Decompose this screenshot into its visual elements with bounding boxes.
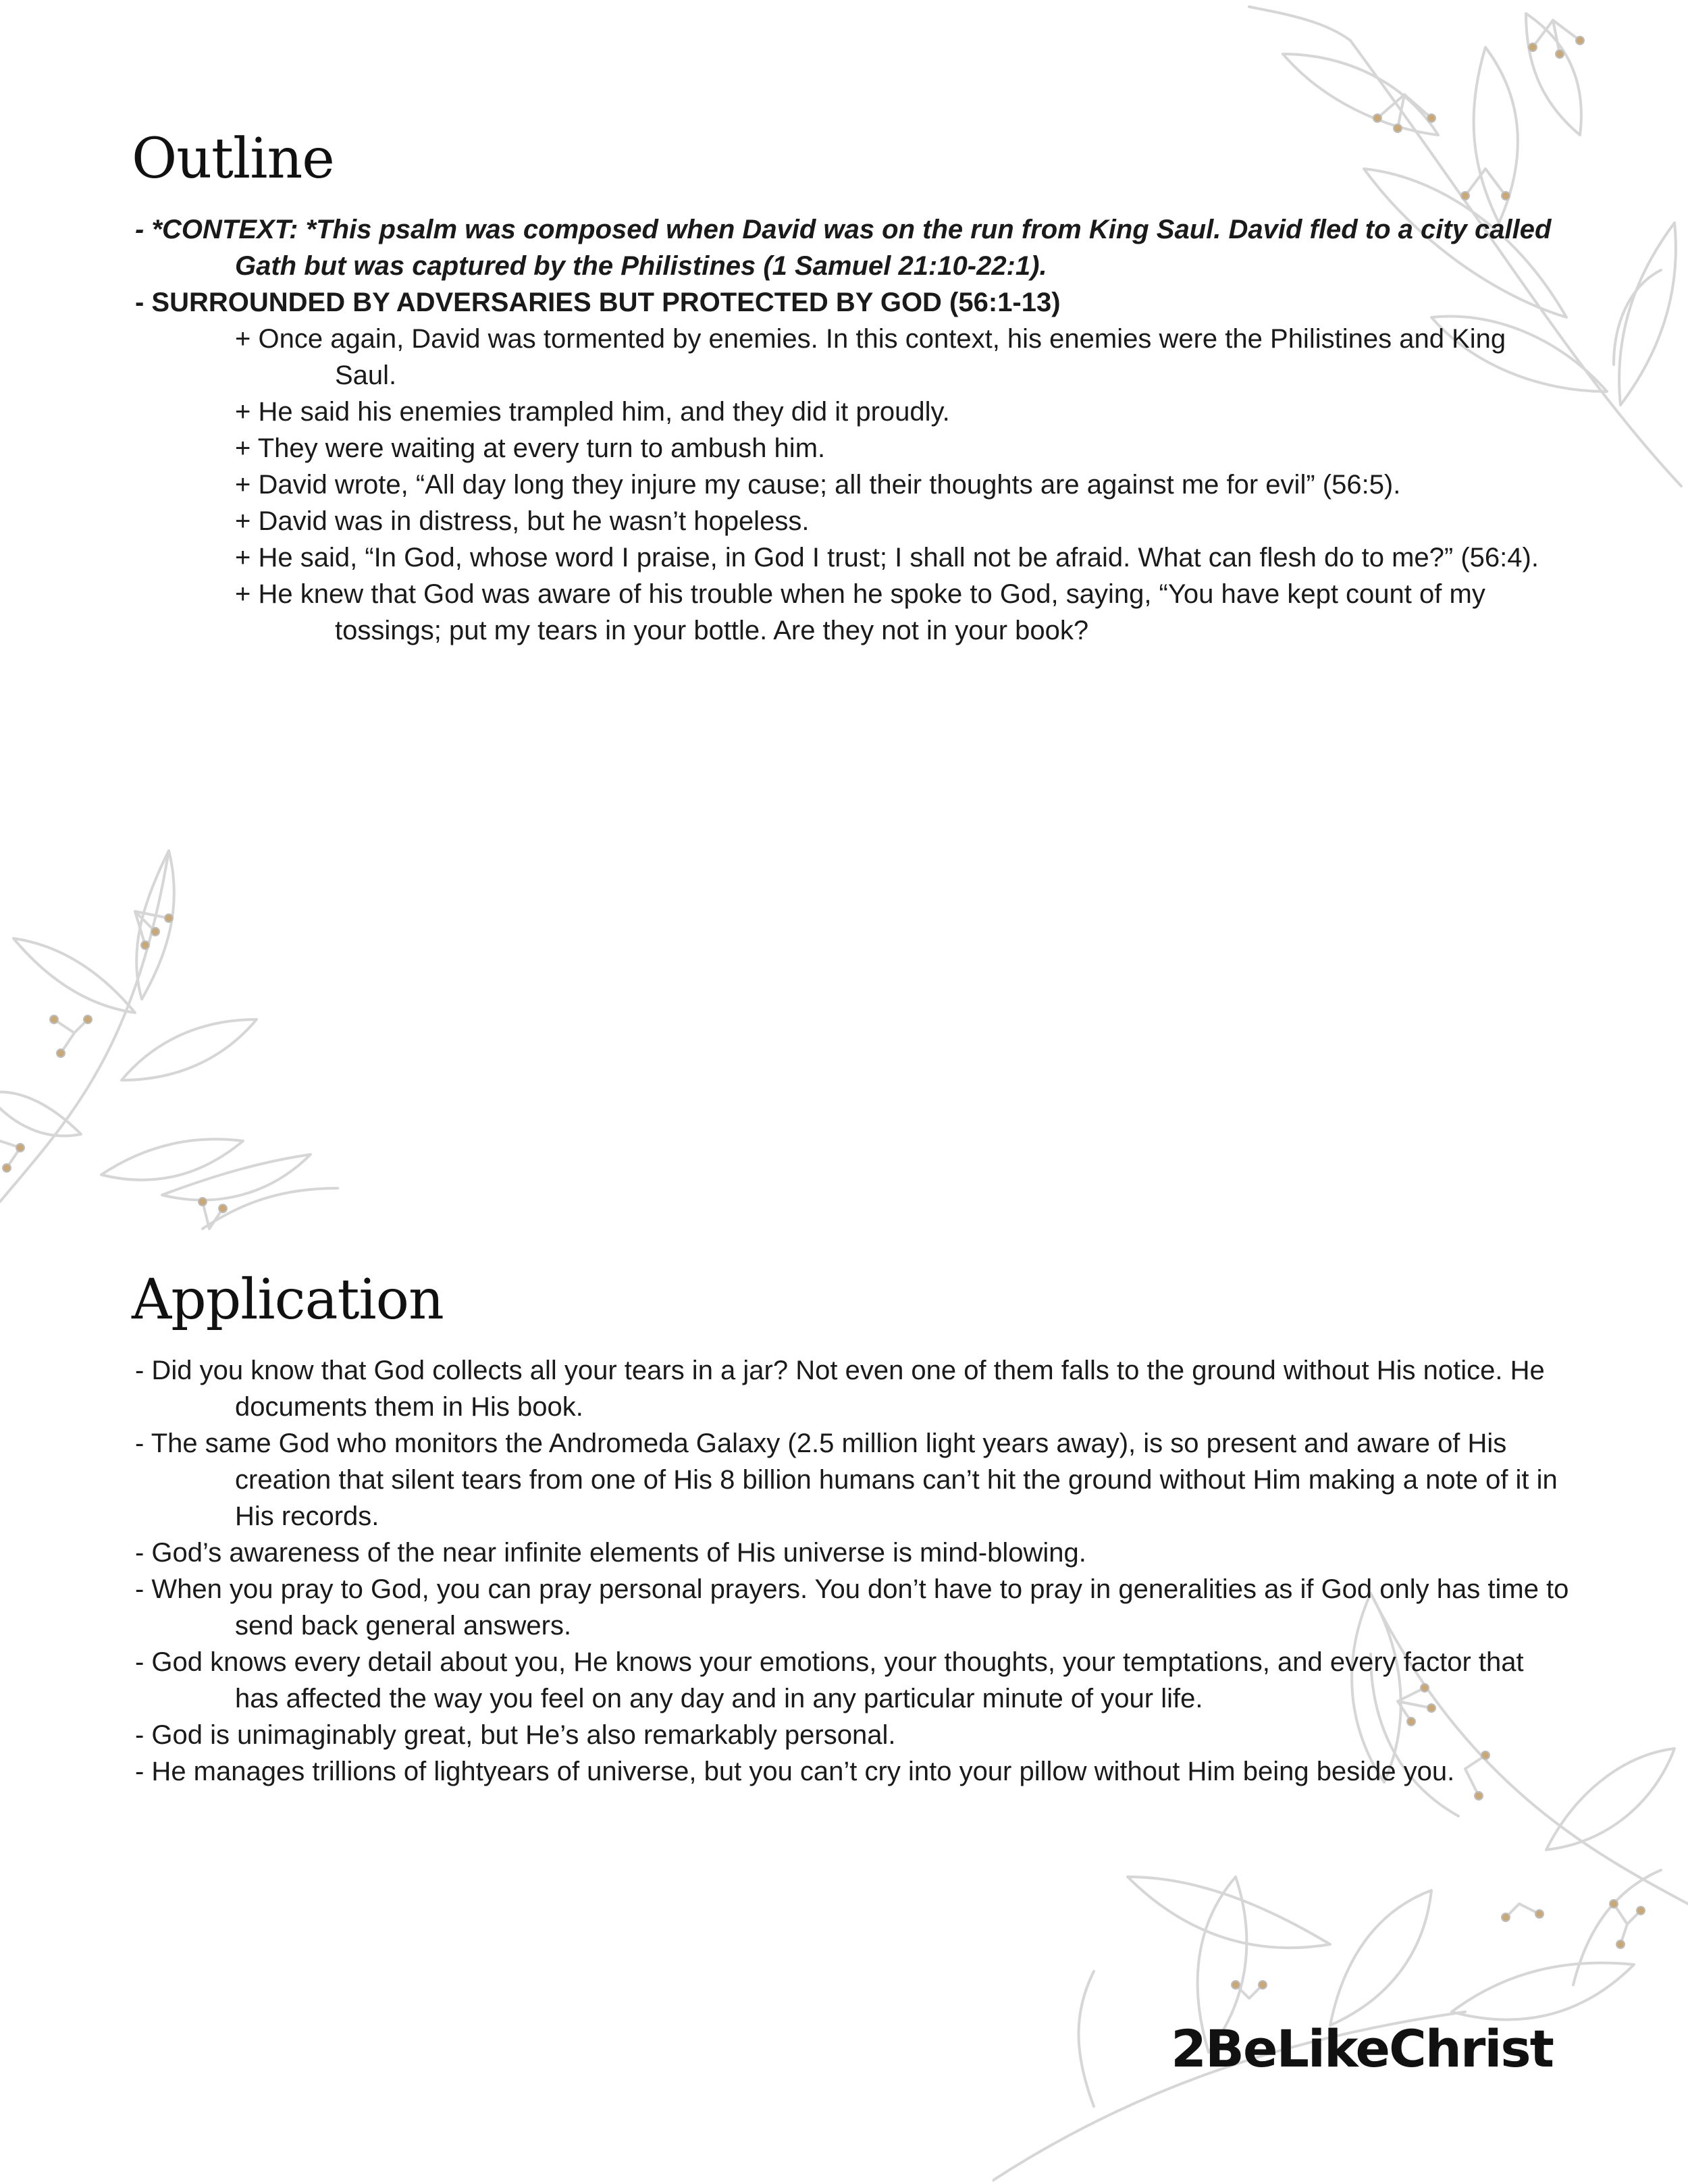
application-point: - He manages trillions of lightyears of universe, but you can’t cry into your pillow without Him being beside you. xyxy=(135,1757,1455,1786)
outline-point: + He knew that God was aware of his trouble when he spoke to God, saying, “You have kept count of my tossings; put my tears in your bottle. Are they not in your book? xyxy=(235,579,1485,645)
outline-point: + David was in distress, but he wasn’t hopeless. xyxy=(235,506,810,536)
application-heading: Application xyxy=(132,1268,444,1332)
application-point: - When you pray to God, you can pray personal prayers. You don’t have to pray in generalities as if God only has time to send back general answers. xyxy=(135,1574,1569,1641)
application-point: - God’s awareness of the near infinite elements of His universe is mind-blowing. xyxy=(135,1538,1086,1568)
application-point: - The same God who monitors the Andromeda Galaxy (2.5 million light years away), is so present and aware of His creation that silent tears from one of His 8 billion humans can’t hit the ground without Him making a note of it in His records. xyxy=(135,1429,1558,1531)
application-point: - God knows every detail about you, He knows your emotions, your thoughts, your temptations, and every factor that has affected the way you feel on any day and in any particular minute of your life. xyxy=(135,1647,1524,1713)
application-point: - God is unimaginably great, but He’s also remarkably personal. xyxy=(135,1720,896,1750)
outline-section xyxy=(135,211,1573,649)
application-point: - Did you know that God collects all your tears in a jar? Not even one of them falls to the ground without His notice. He documents them in His book. xyxy=(135,1356,1545,1422)
floral-decoration-middle-left xyxy=(0,797,378,1283)
outline-heading: Outline xyxy=(132,127,334,191)
brand-logo: 2BeLikeChrist xyxy=(1171,2019,1553,2079)
section-title: - SURROUNDED BY ADVERSARIES BUT PROTECTED BY GOD (56:1-13) xyxy=(135,288,1061,317)
application-section xyxy=(135,1352,1573,1790)
context-note: - *CONTEXT: *This psalm was composed when David was on the run from King Saul. David fled to a city called Gath but was captured by the Philistines (1 Samuel 21:10-22:1). xyxy=(135,215,1552,281)
outline-point: + He said, “In God, whose word I praise, in God I trust; I shall not be afraid. What can flesh do to me?” (56:4). xyxy=(235,543,1539,572)
outline-point: + Once again, David was tormented by enemies. In this context, his enemies were the Philistines and King Saul. xyxy=(235,324,1506,390)
outline-point: + They were waiting at every turn to ambush him. xyxy=(235,433,826,463)
outline-point: + He said his enemies trampled him, and they did it proudly. xyxy=(235,397,950,427)
outline-point: + David wrote, “All day long they injure my cause; all their thoughts are against me for evil” (56:5). xyxy=(235,470,1401,500)
